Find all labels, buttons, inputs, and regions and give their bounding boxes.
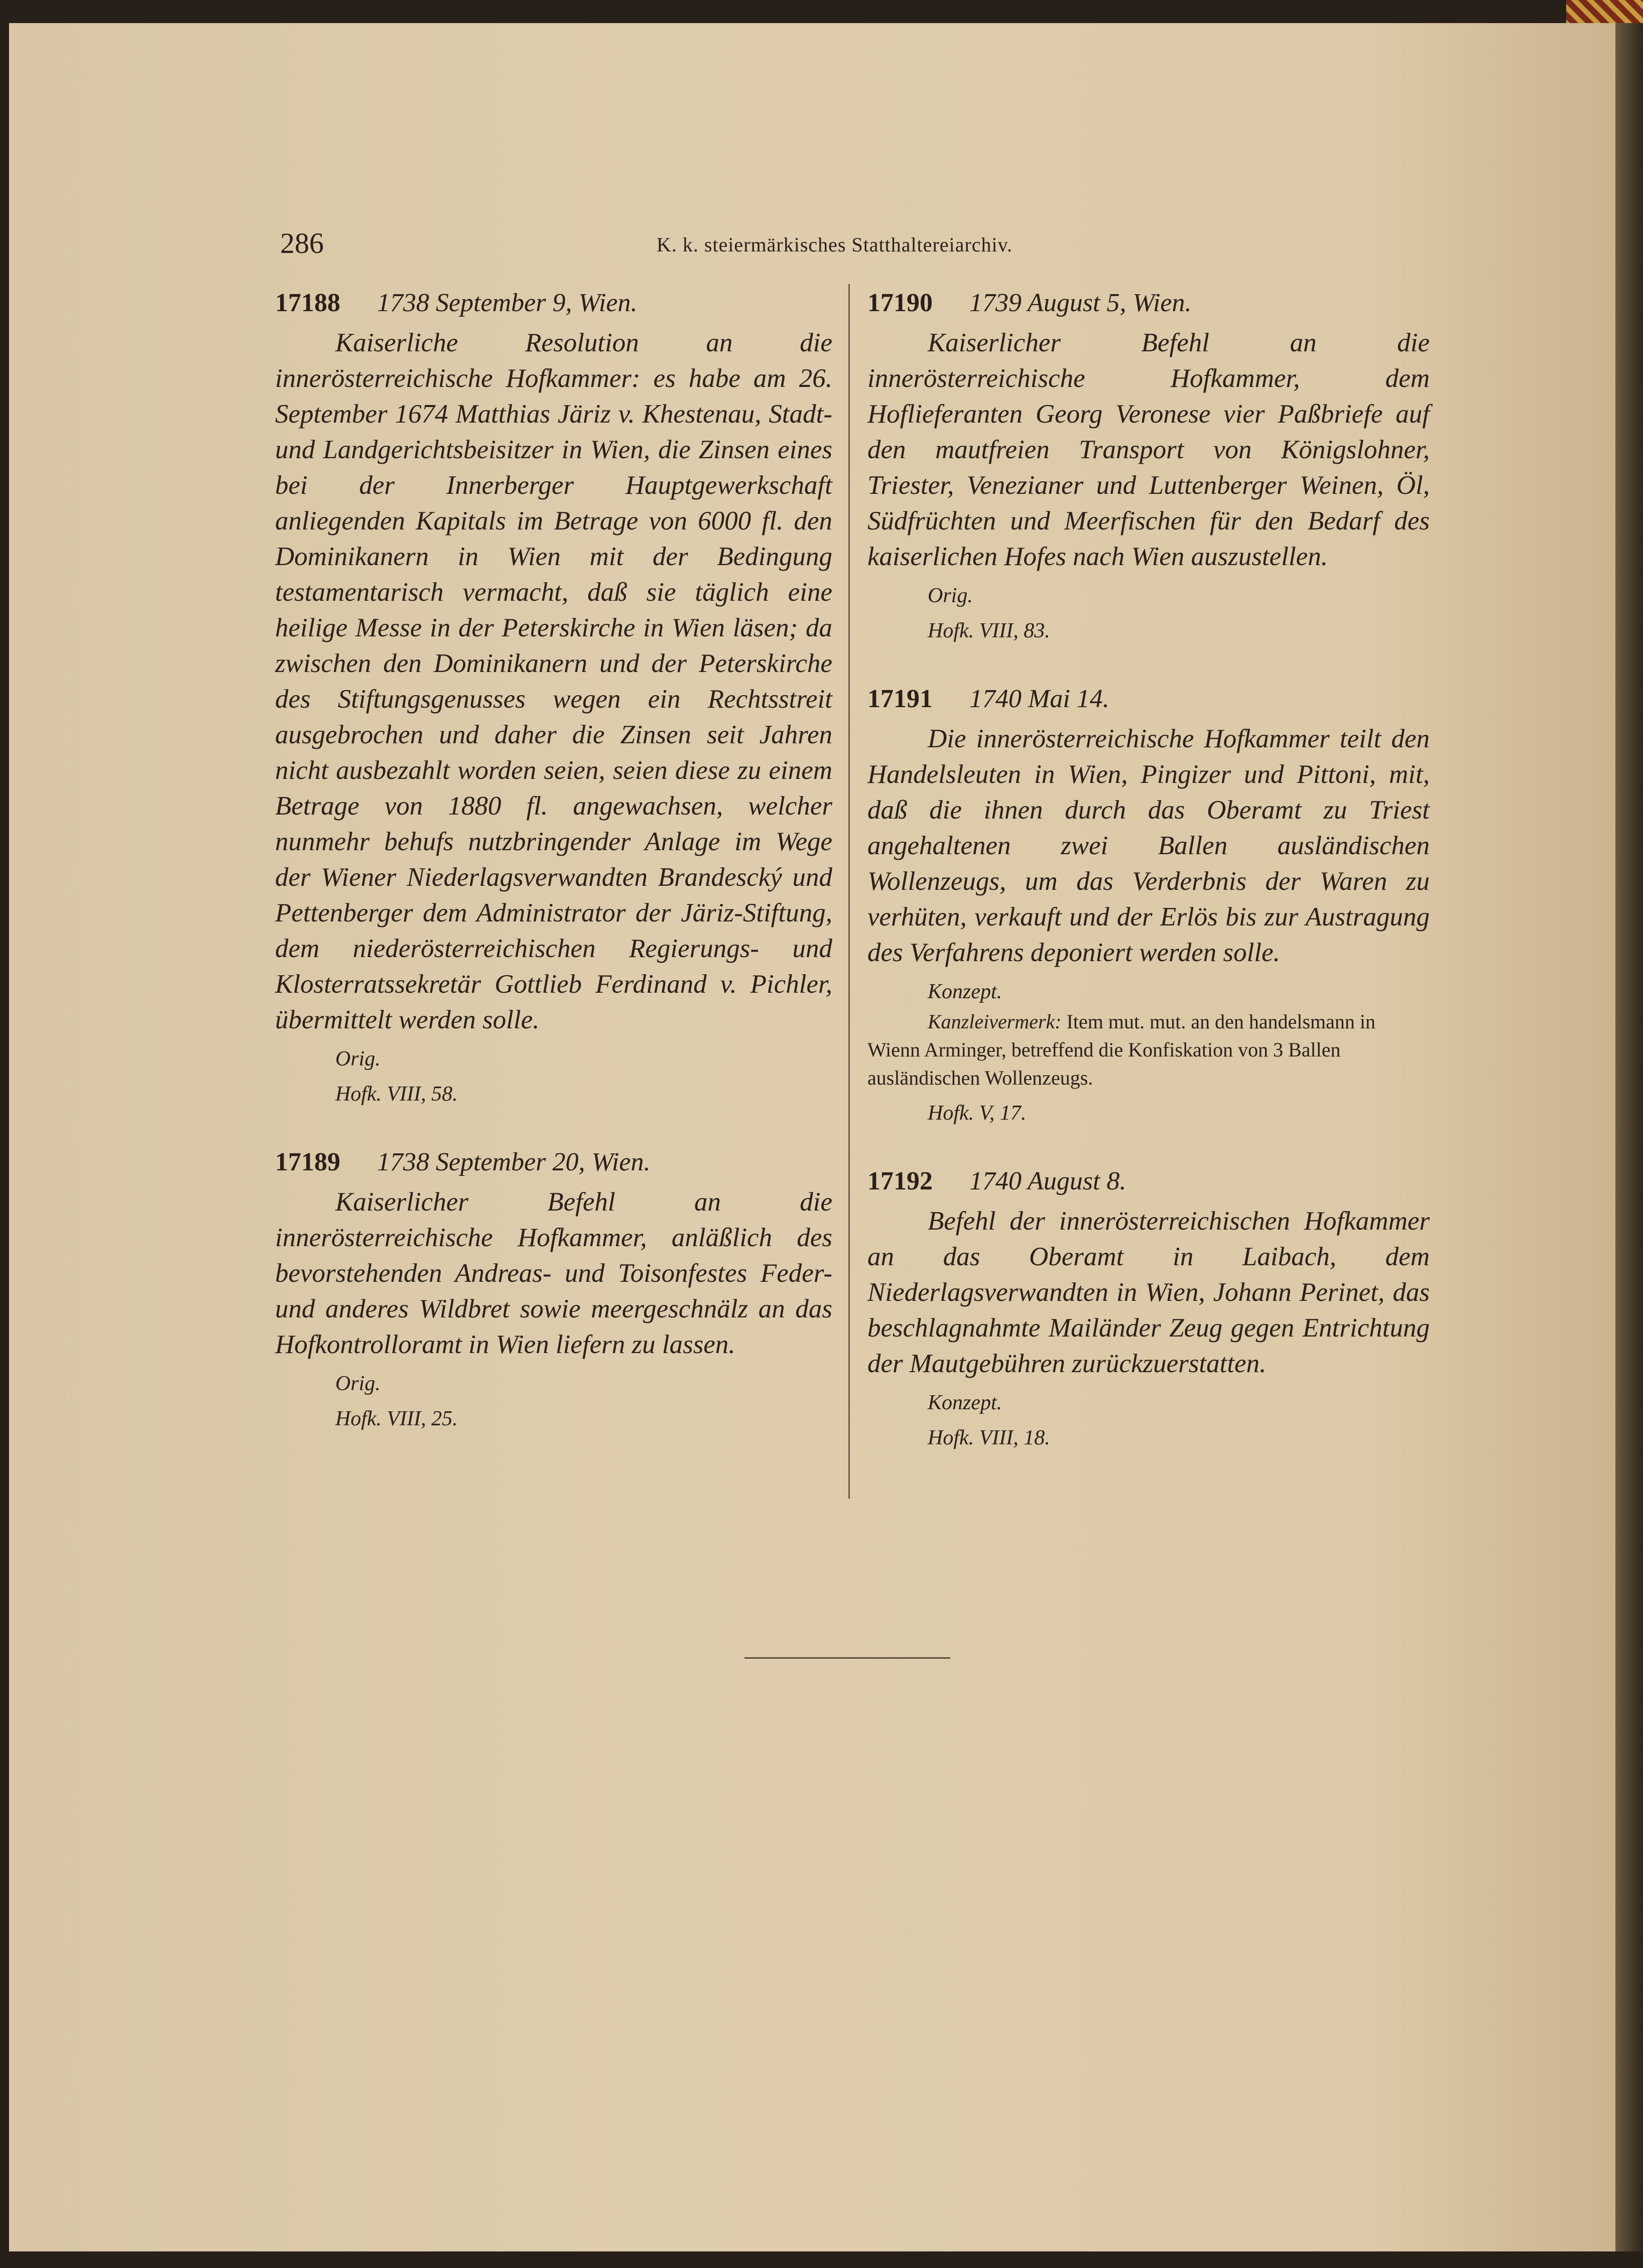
source-reference: Hofk. VIII, 18.	[928, 1426, 1050, 1449]
column-divider	[848, 284, 850, 1499]
entry-17190	[867, 284, 1430, 645]
entry-header	[867, 680, 1430, 718]
entry-text: Befehl der innerösterreichischen Hofkammer an das Oberamt in Laibach, dem Niederlagsverwandten in Wien, Johann Perinet, das beschlagnahmte Mailänder Zeug gegen Entrichtung der Mautgebühren zurückzuerstatten.	[867, 1207, 1430, 1378]
entry-number: 17191	[867, 685, 933, 713]
entry-header	[867, 1162, 1430, 1200]
source-type: Orig.	[335, 1372, 381, 1395]
chancery-note	[867, 1008, 1430, 1092]
chancery-note-text: Item mut. mut. an den handelsmann in Wienn Arminger, betreffend die Konfiskation von 3 Ballen ausländischen Wollenzeugs.	[867, 1010, 1376, 1089]
entry-17188	[275, 284, 832, 1108]
entry-text: Kaiserliche Resolution an die innerösterreichische Hofkammer: es habe am 26. September 1674 Matthias Järiz v. Khestenau, Stadt- und Landgerichtsbeisitzer in Wien, die Zinsen eines bei der Innerberger Hauptgewerkschaft anliegenden Kapitals im Betrage von 6000 fl. den Dominikanern in Wien mit der Bedingung testamentarisch vermacht, daß sie täglich eine heilige Messe in der Peterskirche in Wien läsen; da zwischen den Dominikanern und der Peterskirche des Stiftungsgenusses wegen ein Rechtsstreit ausgebrochen und daher die Zinsen seit Jahren nicht ausbezahlt worden seien, seien diese zu einem Betrage von 1880 fl. angewachsen, welcher nunmehr behufs nutzbringender Anlage im Wege der Wiener Niederlagsverwandten Brandescký und Pettenberger dem Administrator der Järiz-Stiftung, dem niederösterreichischen Regierungs- und Klosterratssekretär Gottlieb Ferdinand v. Pichler, übermittelt werden solle.	[275, 328, 832, 1034]
entry-number: 17189	[275, 1148, 340, 1176]
source-reference: Hofk. VIII, 25.	[335, 1407, 458, 1430]
entry-date: 1740 Mai 14.	[969, 685, 1109, 713]
source-reference: Hofk. VIII, 58.	[335, 1083, 458, 1106]
entry-number: 17188	[275, 289, 340, 317]
source-type: Orig.	[335, 1047, 381, 1071]
entry-text: Kaiserlicher Befehl an die innerösterreichische Hofkammer, dem Hoflieferanten Georg Veronese vier Paßbriefe auf den mautfreien Transport von Königslohner, Triester, Venezianer und Luttenberger Weinen, Öl, Südfrüchten und Meerfischen für den Bedarf des kaiserlichen Hofes nach Wien auszustellen.	[867, 328, 1430, 571]
entry-date: 1739 August 5, Wien.	[969, 289, 1192, 317]
book-page	[9, 23, 1615, 2251]
entry-17189	[275, 1143, 832, 1433]
entry-date: 1738 September 9, Wien.	[377, 289, 638, 317]
entry-date: 1740 August 8.	[969, 1167, 1126, 1195]
right-column	[867, 284, 1430, 1487]
left-column	[275, 284, 832, 1468]
entry-text: Die innerösterreichische Hofkammer teilt den Handelsleuten in Wien, Pingizer und Pittoni, mit, daß die ihnen durch das Oberamt zu Triest angehaltenen zwei Ballen ausländischen Wollenzeugs, um das Verderbnis der Waren zu verhüten, verkauft und der Erlös bis zur Austragung des Verfahrens deponiert werden solle.	[867, 724, 1430, 967]
book-spine-shadow	[1615, 23, 1643, 2251]
end-rule	[744, 1657, 950, 1659]
source-reference: Hofk. V, 17.	[928, 1102, 1027, 1125]
entry-date: 1738 September 20, Wien.	[377, 1148, 651, 1176]
source-type: Konzept.	[928, 980, 1002, 1003]
entry-header	[275, 284, 832, 322]
chancery-note-label: Kanzleivermerk:	[928, 1010, 1062, 1033]
entry-17191	[867, 680, 1430, 1127]
entry-number: 17192	[867, 1167, 933, 1195]
entry-number: 17190	[867, 289, 933, 317]
entry-text: Kaiserlicher Befehl an die innerösterreichische Hofkammer, anläßlich des bevorstehenden Andreas- und Toisonfestes Feder- und anderes Wildbret sowie meergeschnälz an das Hofkontrolloramt in Wien liefern zu lassen.	[275, 1187, 832, 1359]
page-number: 286	[280, 227, 324, 259]
entry-header	[275, 1143, 832, 1181]
running-title: K. k. steiermärkisches Statthaltereiarchiv.	[657, 233, 1013, 256]
entry-header	[867, 284, 1430, 322]
source-reference: Hofk. VIII, 83.	[928, 619, 1050, 642]
source-type: Orig.	[928, 584, 973, 607]
source-type: Konzept.	[928, 1391, 1002, 1414]
entry-17192	[867, 1162, 1430, 1452]
